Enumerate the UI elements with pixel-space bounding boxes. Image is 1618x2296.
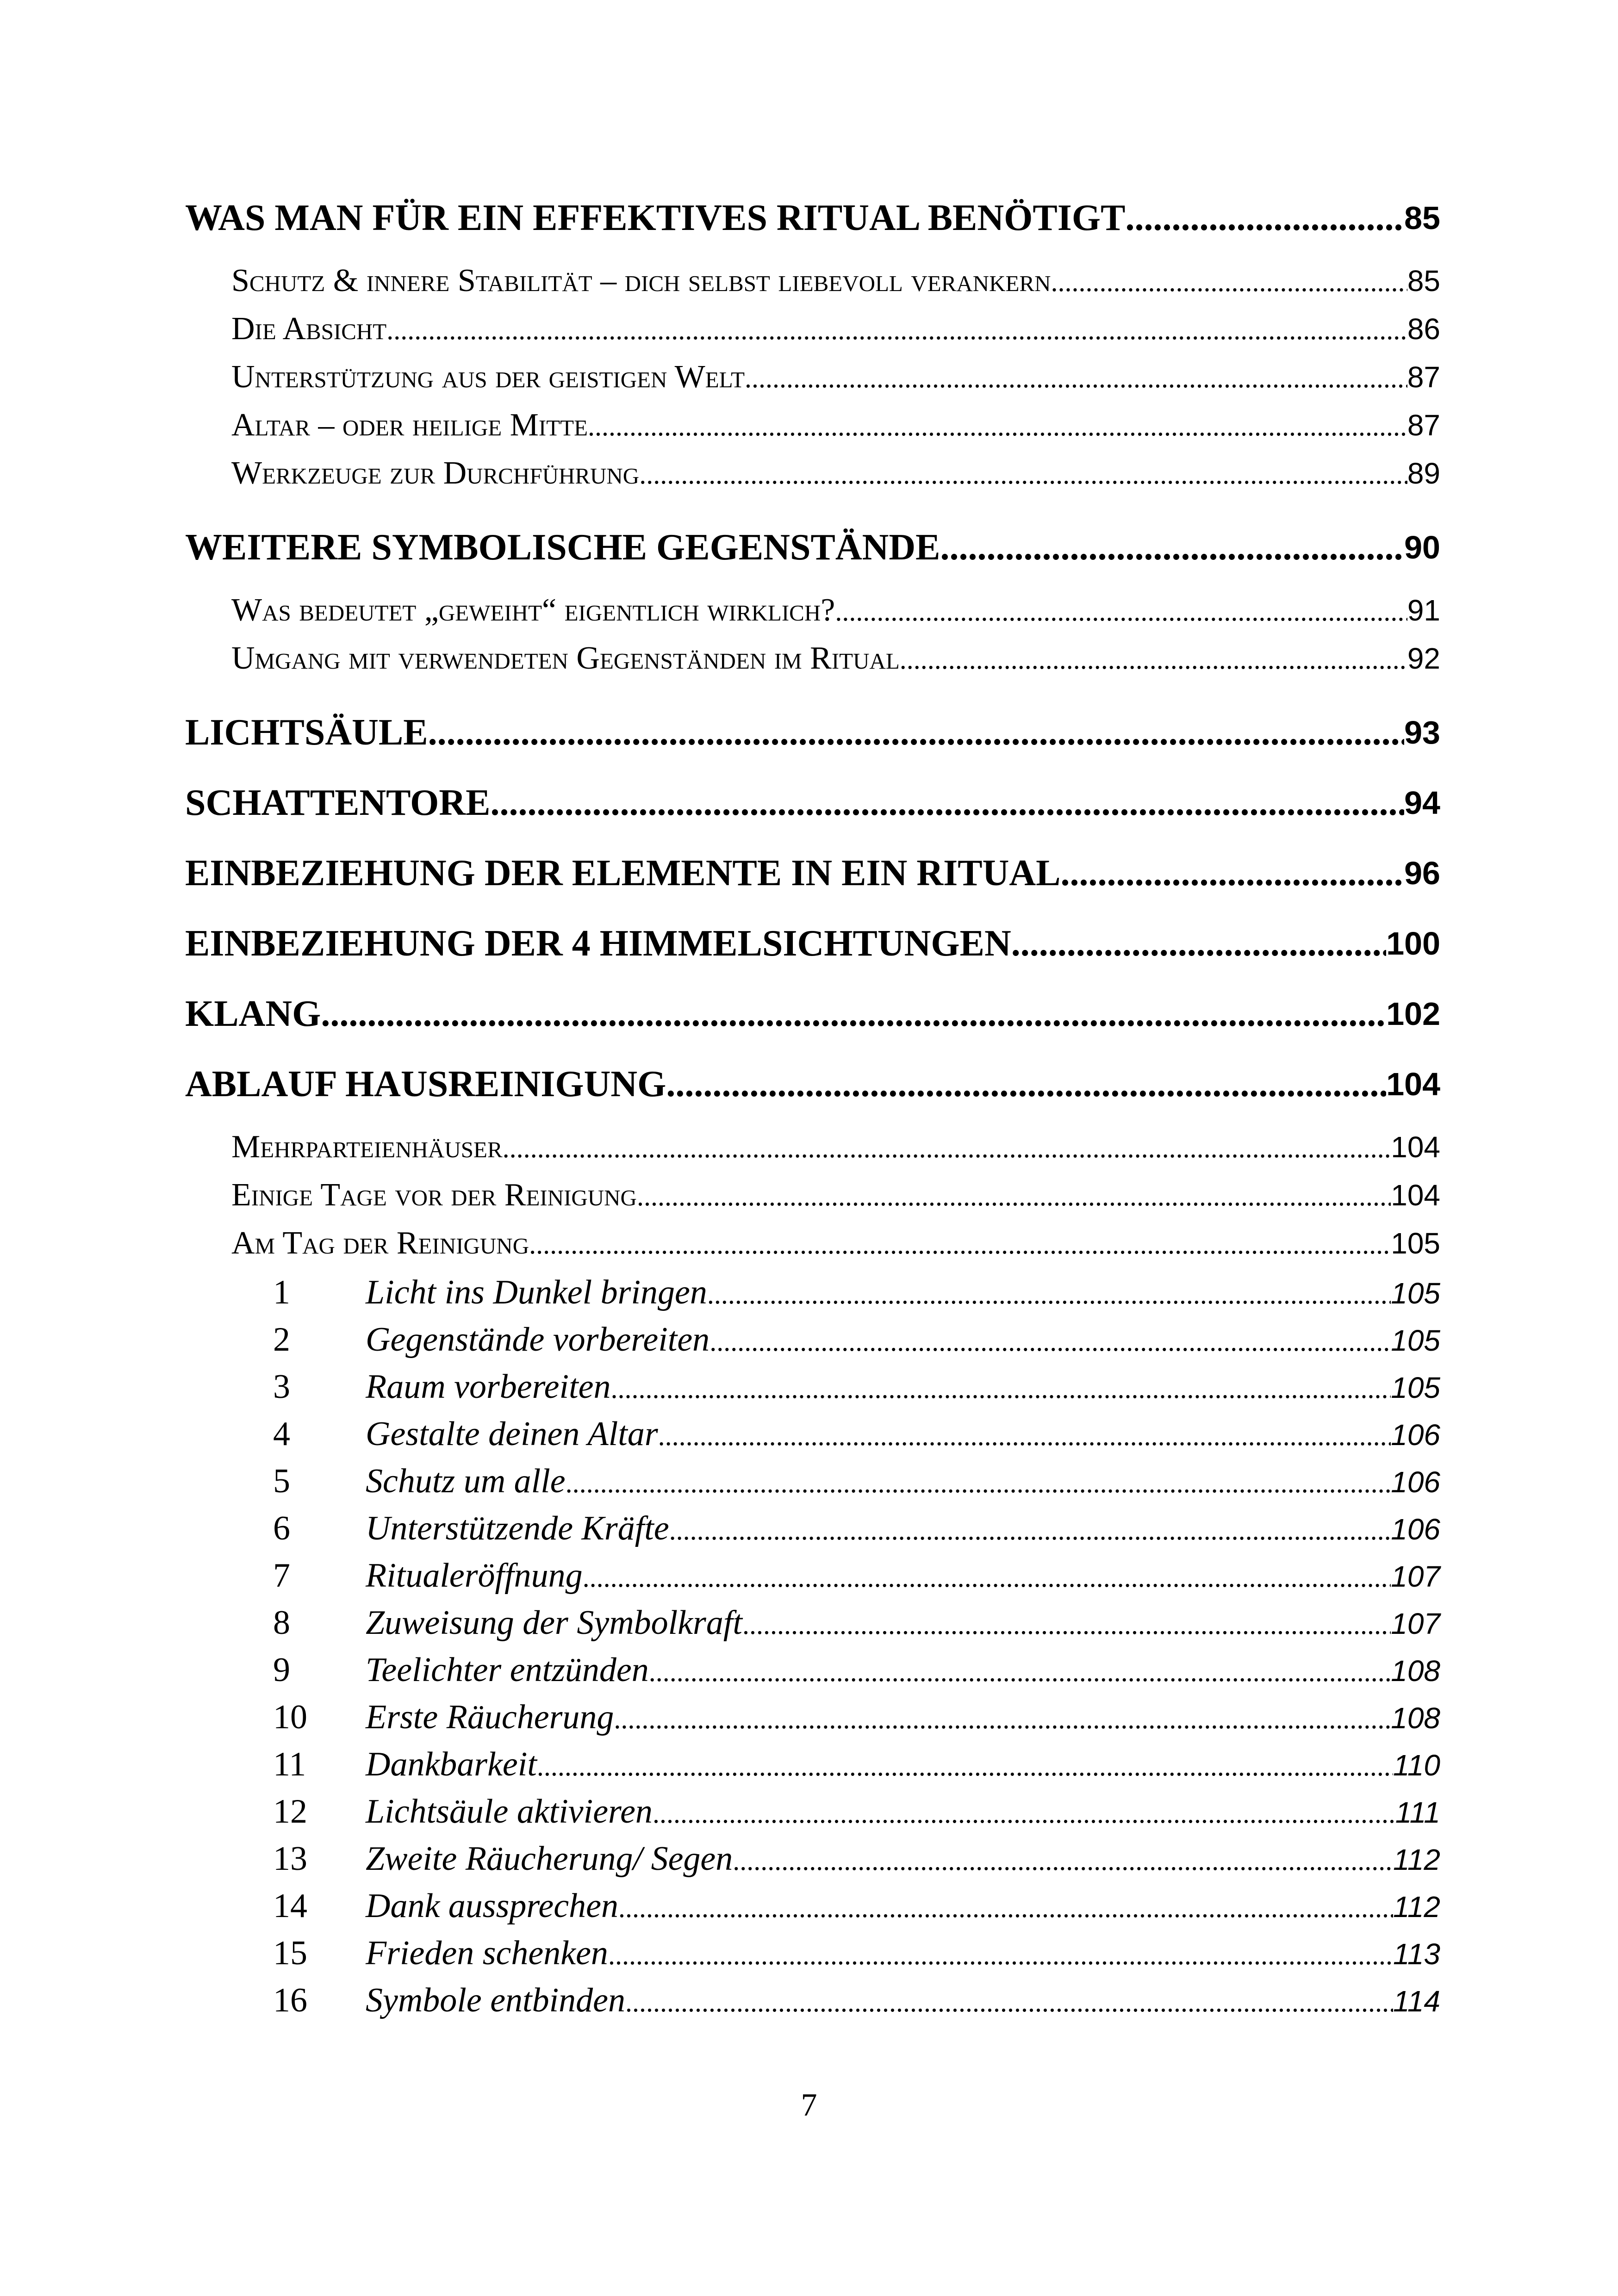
toc-dot-leader (1061, 852, 1405, 894)
toc-entry-title: Licht ins Dunkel bringen (366, 1273, 707, 1311)
toc-dot-leader (940, 527, 1405, 569)
toc-dot-leader (321, 993, 1386, 1035)
toc-step-number: 4 (273, 1415, 290, 1453)
toc-dot-leader (733, 1845, 1393, 1877)
toc-step-row (185, 1603, 1440, 1651)
toc-entry-title: Die Absicht (231, 311, 387, 347)
toc-section-row (185, 1129, 1440, 1177)
toc-page-number: 89 (1407, 457, 1440, 490)
toc-dot-leader (745, 362, 1407, 394)
toc-dot-leader (428, 712, 1405, 754)
toc-chapter-row (185, 768, 1440, 838)
toc-dot-leader (649, 1656, 1391, 1688)
toc-section-row (185, 262, 1440, 310)
toc-entry-title: SCHATTENTORE (185, 782, 491, 823)
toc-dot-leader (608, 1939, 1393, 1971)
toc-entry-title: Erste Räucherung (366, 1698, 614, 1736)
toc-step-row (185, 1886, 1440, 1934)
toc-entry-title: EINBEZIEHUNG DER ELEMENTE IN EIN RITUAL (185, 852, 1061, 894)
toc-page-number: 96 (1404, 855, 1440, 891)
toc-page-number: 104 (1391, 1179, 1440, 1212)
toc-step-number: 3 (273, 1368, 290, 1406)
toc-chapter-row (185, 908, 1440, 979)
toc-step-number: 6 (273, 1509, 290, 1547)
toc-entry-title: EINBEZIEHUNG DER 4 HIMMELSICHTUNGEN (185, 923, 1011, 964)
toc-dot-leader (537, 1750, 1393, 1782)
toc-step-number: 2 (273, 1321, 290, 1359)
toc-step-row (185, 1415, 1440, 1462)
toc-entry-title: Raum vorbereiten (366, 1368, 611, 1406)
toc-step-number: 12 (273, 1793, 307, 1831)
toc-dot-leader (625, 1986, 1393, 2018)
toc-page-number: 87 (1407, 409, 1440, 442)
toc-entry-title: Ritualeröffnung (366, 1557, 583, 1595)
toc-entry-title: WAS MAN FÜR EIN EFFEKTIVES RITUAL BENÖTIGT (185, 197, 1126, 238)
toc-dot-leader (653, 1798, 1395, 1830)
toc-step-row (185, 1509, 1440, 1556)
toc-step-row (185, 1745, 1440, 1792)
toc-entry-title: Was bedeutet „geweiht“ eigentlich wirklich? (231, 592, 835, 628)
toc-page-number: 92 (1407, 642, 1440, 675)
toc-page-number: 87 (1407, 360, 1440, 394)
toc-page-number: 104 (1391, 1130, 1440, 1164)
toc-page-number: 105 (1391, 1227, 1440, 1260)
toc-dot-leader (742, 1609, 1391, 1641)
toc-dot-leader (618, 1892, 1393, 1924)
toc-page-number: 112 (1393, 1890, 1440, 1924)
toc-entry-title: Lichtsäule aktivieren (366, 1793, 653, 1831)
toc-step-number: 9 (273, 1651, 290, 1689)
toc-step-number: 5 (273, 1462, 290, 1500)
toc-page-number: 85 (1407, 264, 1440, 298)
toc-entry-title: Symbole entbinden (366, 1981, 625, 2019)
toc-entry-title: Am Tag der Reinigung (231, 1225, 529, 1261)
toc-entry-title: WEITERE SYMBOLISCHE GEGENSTÄNDE (185, 527, 940, 568)
toc-section-row (185, 359, 1440, 407)
toc-chapter-row (185, 838, 1440, 908)
toc-step-row (185, 1320, 1440, 1367)
toc-entry-title: Schutz um alle (366, 1462, 566, 1500)
toc-page-number: 106 (1391, 1513, 1440, 1546)
toc-page-number: 107 (1391, 1607, 1440, 1640)
toc-page-number: 113 (1393, 1937, 1440, 1971)
toc-step-row (185, 1792, 1440, 1839)
toc-page-number: 110 (1393, 1749, 1440, 1782)
toc-entry-title: KLANG (185, 993, 321, 1034)
toc-entry-title: Dankbarkeit (366, 1745, 537, 1783)
toc-step-row (185, 1556, 1440, 1603)
toc-entry-title: Werkzeuge zur Durchführung (231, 455, 640, 491)
toc-page-number: 106 (1391, 1418, 1440, 1452)
toc-dot-leader (900, 644, 1407, 676)
toc-page-number: 105 (1391, 1277, 1440, 1310)
toc-entry-title: Gestalte deinen Altar (366, 1415, 658, 1453)
toc-section-row (185, 310, 1440, 359)
toc-step-number: 1 (273, 1273, 290, 1311)
toc-entry-title: Frieden schenken (366, 1934, 608, 1972)
toc-step-row (185, 1981, 1440, 2028)
toc-section-row (185, 640, 1440, 688)
toc-dot-leader (614, 1703, 1391, 1735)
toc-page-number: 94 (1404, 785, 1440, 821)
toc-step-number: 7 (273, 1557, 290, 1595)
toc-entry-title: Schutz & innere Stabilität – dich selbst liebevoll verankern (231, 263, 1051, 298)
toc-page-number: 105 (1391, 1324, 1440, 1357)
toc-entry-title: Einige Tage vor der Reinigung (231, 1177, 637, 1213)
toc-step-number: 15 (273, 1934, 307, 1972)
toc-page-number: 106 (1391, 1465, 1440, 1499)
toc-section-row (185, 455, 1440, 503)
toc-step-row (185, 1367, 1440, 1415)
toc-dot-leader (583, 1562, 1391, 1594)
toc-chapter-row (185, 183, 1440, 253)
toc-page-number: 105 (1391, 1371, 1440, 1404)
toc-dot-leader (707, 1278, 1391, 1310)
toc-dot-leader (639, 459, 1407, 490)
toc-page-number: 93 (1404, 714, 1440, 751)
toc-section-row (185, 592, 1440, 640)
toc-entry-title: ABLAUF HAUSREINIGUNG (185, 1063, 666, 1105)
toc-dot-leader (1125, 197, 1404, 239)
toc-page-number: 102 (1386, 996, 1440, 1032)
toc-step-row (185, 1934, 1440, 1981)
toc-page-number: 91 (1407, 594, 1440, 627)
toc-dot-leader (709, 1326, 1391, 1358)
toc-page-number: 107 (1391, 1560, 1440, 1593)
toc-page-number: 112 (1393, 1843, 1440, 1876)
toc-step-row (185, 1462, 1440, 1509)
toc-dot-leader (503, 1132, 1391, 1164)
toc-dot-leader (490, 782, 1404, 824)
toc-dot-leader (566, 1467, 1391, 1499)
toc-page-number: 100 (1386, 925, 1440, 962)
toc-step-row (185, 1839, 1440, 1886)
toc-step-row (185, 1698, 1440, 1745)
toc-chapter-row (185, 1049, 1440, 1119)
toc-section-row (185, 407, 1440, 455)
toc-dot-leader (611, 1373, 1391, 1405)
toc-chapter-row (185, 697, 1440, 768)
toc-entry-title: Umgang mit verwendeten Gegenständen im Ritual (231, 640, 900, 676)
toc-dot-leader (835, 596, 1407, 627)
toc-entry-title: Teelichter entzünden (366, 1651, 649, 1689)
toc-page-number: 108 (1391, 1701, 1440, 1735)
toc-step-row (185, 1273, 1440, 1320)
toc-dot-leader (1011, 923, 1386, 965)
toc-step-number: 14 (273, 1887, 307, 1925)
toc-entry-title: Unterstützende Kräfte (366, 1509, 669, 1547)
toc-dot-leader (666, 1063, 1386, 1105)
toc-step-row (185, 1651, 1440, 1698)
toc-entry-title: Zweite Räucherung/ Segen (366, 1840, 733, 1878)
toc-dot-leader (669, 1514, 1391, 1546)
toc-step-number: 16 (273, 1981, 307, 2019)
toc-entry-title: Altar – oder heilige Mitte (231, 407, 588, 443)
toc-page-number: 104 (1386, 1066, 1440, 1102)
toc-entry-title: Unterstützung aus der geistigen Welt (231, 359, 745, 395)
toc-entry-title: Gegenstände vorbereiten (366, 1321, 710, 1359)
toc-dot-leader (1051, 266, 1407, 298)
toc-page-number: 111 (1395, 1796, 1440, 1829)
table-of-contents (185, 183, 1440, 2028)
toc-entry-title: LICHTSÄULE (185, 712, 428, 753)
toc-entry-title: Zuweisung der Symbolkraft (366, 1604, 742, 1642)
toc-dot-leader (637, 1180, 1391, 1212)
toc-dot-leader (658, 1420, 1391, 1452)
toc-page-number: 90 (1404, 529, 1440, 565)
toc-step-number: 13 (273, 1840, 307, 1878)
toc-entry-title: Dank aussprechen (366, 1887, 618, 1925)
toc-page-number: 85 (1404, 200, 1440, 236)
toc-section-row (185, 1225, 1440, 1273)
toc-page-number: 114 (1393, 1985, 1440, 2018)
toc-page-number: 108 (1391, 1654, 1440, 1688)
toc-dot-leader (588, 410, 1407, 442)
toc-dot-leader (529, 1229, 1391, 1260)
toc-chapter-row (185, 979, 1440, 1049)
toc-step-number: 10 (273, 1698, 307, 1736)
toc-entry-title: Mehrparteienhäuser (231, 1129, 503, 1165)
toc-section-row (185, 1177, 1440, 1225)
toc-dot-leader (386, 314, 1407, 346)
page-number: 7 (801, 2087, 817, 2123)
toc-step-number: 8 (273, 1604, 290, 1642)
toc-step-number: 11 (273, 1745, 306, 1783)
toc-page-number: 86 (1407, 312, 1440, 346)
toc-chapter-row (185, 512, 1440, 583)
